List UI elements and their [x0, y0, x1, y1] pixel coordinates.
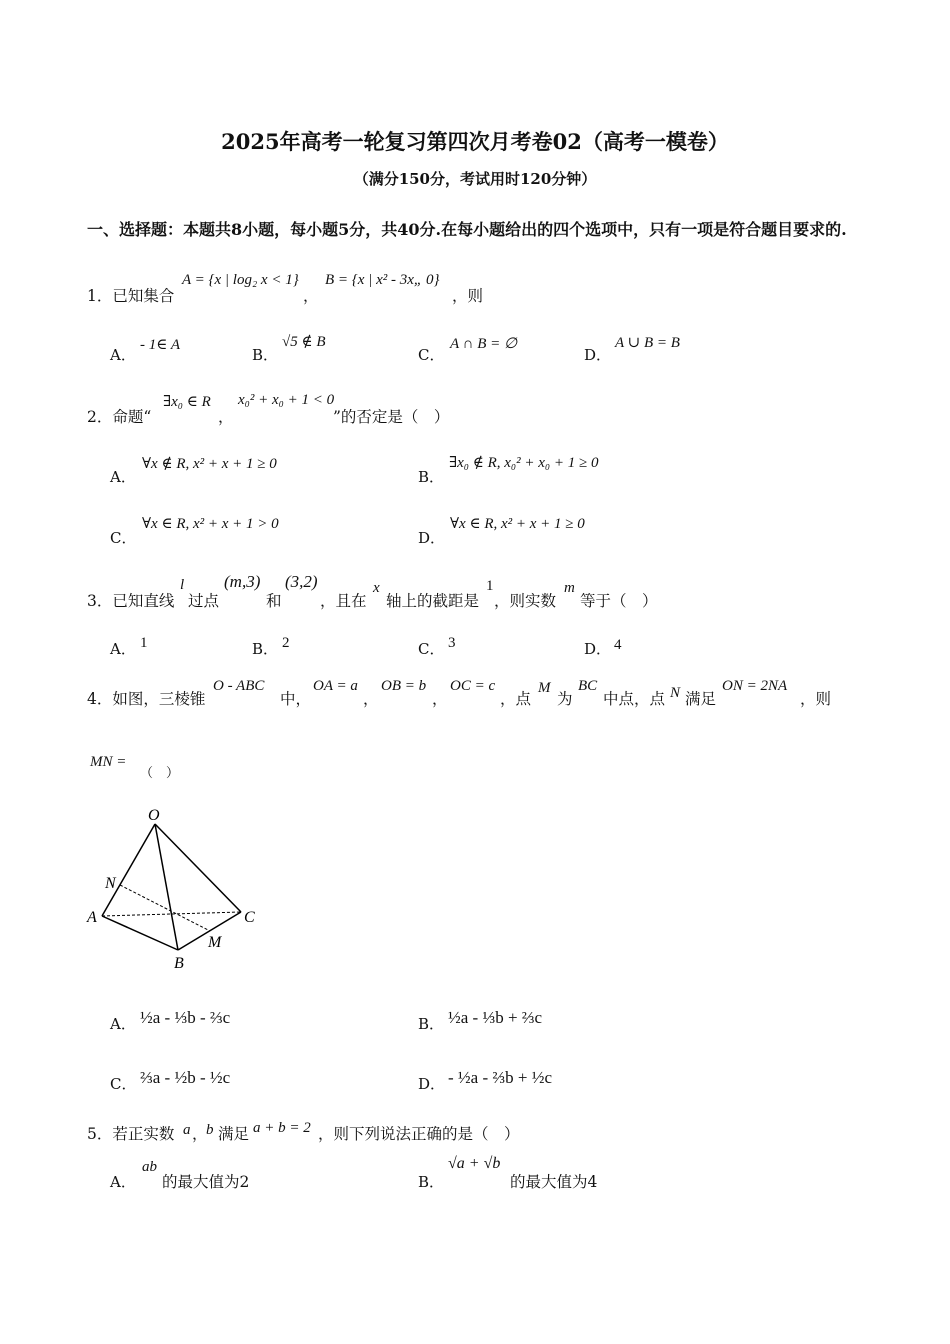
- q3-option-c-label: C．: [418, 640, 445, 658]
- q1-set-b: B = {x | x² - 3x„ 0}: [325, 272, 440, 288]
- q2-option-c: ∀x ∈ R, x² + x + 1 > 0: [142, 516, 279, 532]
- q4-text-8: 满足: [685, 690, 717, 708]
- page-subtitle: （满分150分，考试用时120分钟）: [353, 170, 597, 188]
- q3-text-1: 3．已知直线: [87, 592, 175, 610]
- q3-text-2: 过点: [188, 592, 220, 610]
- q5-option-a-label: A．: [110, 1173, 136, 1191]
- label-n: N: [105, 875, 116, 892]
- q5-constraint: a + b = 2: [253, 1120, 311, 1136]
- q1-option-c-label: C．: [418, 346, 445, 364]
- q1-option-b: √5 ∉ B: [282, 334, 326, 350]
- q1-option-d: A ∪ B = B: [615, 335, 680, 351]
- q4-paren: （ ）: [140, 766, 180, 781]
- q2-sep: ，: [218, 408, 234, 426]
- q4-bc: BC: [578, 678, 598, 694]
- q1-text: 1．已知集合: [87, 287, 175, 305]
- q5-option-b-label: B．: [418, 1173, 445, 1191]
- q4-option-a-label: A．: [110, 1015, 136, 1033]
- q5-a: a: [183, 1122, 191, 1138]
- q1-option-a: - 1∈ A: [140, 337, 180, 353]
- q5-comma: ，: [192, 1125, 208, 1143]
- q4-option-b-label: B．: [418, 1015, 445, 1033]
- q1-set-a: A = {x | log₂ x < 1}: [182, 272, 299, 288]
- label-o: O: [148, 807, 160, 824]
- q5-text-2: 满足: [218, 1125, 250, 1143]
- q5-option-a-expr: ab: [142, 1159, 157, 1175]
- q3-option-d: 4: [614, 637, 622, 653]
- q1-option-d-label: D．: [584, 346, 612, 364]
- q2-option-d: ∀x ∈ R, x² + x + 1 ≥ 0: [450, 516, 585, 532]
- edge-ab: [102, 916, 178, 950]
- q3-one: 1: [486, 578, 494, 594]
- q2-option-b: ∃x₀ ∉ R, x₀² + x₀ + 1 ≥ 0: [449, 455, 599, 471]
- q3-line-l: l: [180, 577, 185, 593]
- q3-text-3: 和: [266, 592, 282, 610]
- q3-option-b-label: B．: [252, 640, 279, 658]
- q4-text-4: ，: [432, 690, 448, 708]
- q4-on-2na: ON = 2NA: [722, 678, 788, 694]
- label-c: C: [244, 909, 255, 926]
- q1-sep: ，: [303, 287, 319, 305]
- q3-text-7: 等于（ ）: [580, 592, 658, 610]
- q4-oa: OA = a: [313, 678, 358, 694]
- q1-option-c: A ∩ B = ∅: [450, 336, 518, 352]
- q3-option-b: 2: [282, 635, 290, 651]
- q4-ob: OB = b: [381, 678, 427, 694]
- q4-text-5: ，点: [500, 690, 532, 708]
- q2-tail: ”的否定是（ ）: [333, 408, 450, 426]
- q2-option-c-label: C．: [110, 529, 137, 547]
- q5-b: b: [206, 1122, 214, 1138]
- q1-option-b-label: B．: [252, 346, 279, 364]
- q3-x: x: [373, 580, 380, 596]
- q4-option-a: ½a - ⅓b - ⅔c: [140, 1008, 231, 1027]
- q5-option-b-tail: 的最大值为4: [510, 1173, 598, 1191]
- edge-oa: [102, 824, 155, 916]
- segment-nm: [120, 885, 210, 931]
- q3-option-a: 1: [140, 635, 148, 651]
- q4-option-c-label: C．: [110, 1075, 137, 1093]
- q2-expr-1: ∃x₀ ∈ R: [163, 394, 211, 410]
- q1-tail: ，则: [452, 287, 484, 305]
- label-a: A: [87, 909, 97, 926]
- q2-option-b-label: B．: [418, 468, 445, 486]
- q4-text-3: ，: [363, 690, 379, 708]
- q2-option-d-label: D．: [418, 529, 446, 547]
- q2-text: 2．命题“: [87, 408, 152, 426]
- q2-expr-2: x₀² + x₀ + 1 < 0: [238, 392, 335, 408]
- q3-text-6: ，则实数: [494, 592, 557, 610]
- q4-text-7: 中点，点: [603, 690, 666, 708]
- q4-option-c: ⅔a - ½b - ½c: [140, 1068, 231, 1087]
- q1-option-a-label: A．: [110, 346, 136, 364]
- section-heading: 一、选择题：本题共8小题，每小题5分，共40分.在每小题给出的四个选项中，只有一项是符合题目要求的.: [87, 220, 847, 239]
- q4-m: M: [538, 680, 551, 696]
- q3-text-4: ，且在: [320, 592, 367, 610]
- q4-text-1: 4．如图，三棱锥: [87, 690, 206, 708]
- q5-text-1: 5．若正实数: [87, 1125, 175, 1143]
- q4-oc: OC = c: [450, 678, 496, 694]
- q4-text-2: 中，: [280, 690, 312, 708]
- edge-ob: [155, 824, 178, 950]
- q2-option-a-label: A．: [110, 468, 136, 486]
- q3-option-a-label: A．: [110, 640, 136, 658]
- q3-m: m: [564, 580, 575, 596]
- q3-option-d-label: D．: [584, 640, 612, 658]
- pyramid-figure: [80, 800, 280, 980]
- q2-option-a: ∀x ∉ R, x² + x + 1 ≥ 0: [142, 456, 277, 472]
- q4-option-d-label: D．: [418, 1075, 446, 1093]
- label-m: M: [208, 934, 222, 951]
- q3-text-5: 轴上的截距是: [386, 592, 480, 610]
- q4-text-6: 为: [557, 690, 573, 708]
- q3-option-c: 3: [448, 635, 456, 651]
- page-title: 2025年高考一轮复习第四次月考卷02（高考一模卷）: [221, 129, 729, 154]
- q4-option-b: ½a - ⅓b + ⅔c: [448, 1008, 543, 1027]
- q5-option-b-expr: √a + √b: [448, 1155, 501, 1172]
- q4-n: N: [670, 685, 681, 701]
- q3-point-1: (m,3): [224, 572, 261, 591]
- q3-point-2: (3,2): [285, 572, 318, 591]
- q5-text-3: ，则下列说法正确的是（ ）: [318, 1125, 520, 1143]
- q4-pyramid: O - ABC: [213, 678, 265, 694]
- q4-mn: MN =: [90, 754, 127, 770]
- q4-text-9: ，则: [800, 690, 832, 708]
- q5-option-a-tail: 的最大值为2: [162, 1173, 250, 1191]
- q4-option-d: - ½a - ⅔b + ½c: [448, 1068, 553, 1087]
- label-b: B: [174, 955, 184, 972]
